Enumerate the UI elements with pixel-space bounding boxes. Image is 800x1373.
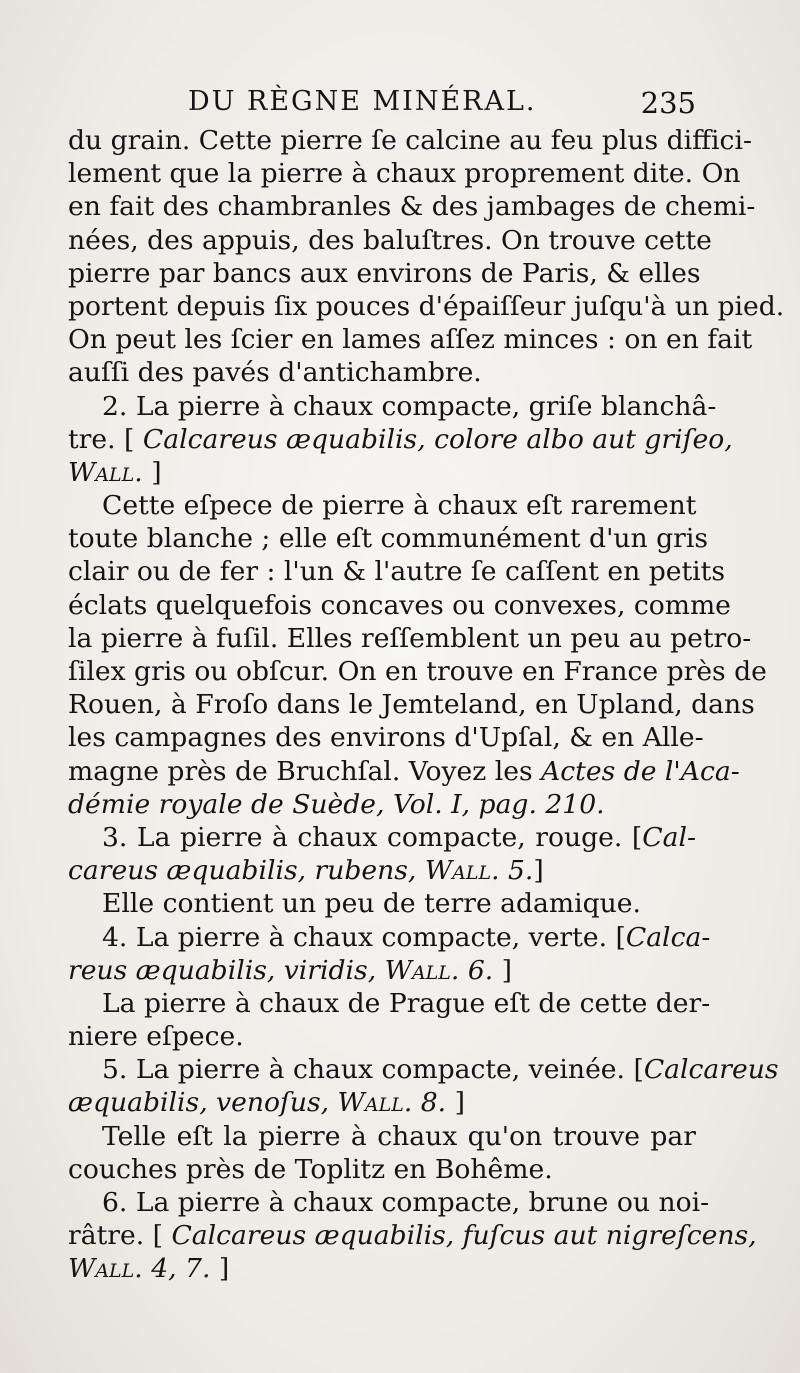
text-segment: les campagnes des environs d'Upſal, & en Alle- bbox=[68, 722, 704, 754]
small-caps-text: Wall. bbox=[384, 954, 460, 986]
italic-text: Calcareus æquabilis, fuſcus aut nigreſcens, bbox=[171, 1220, 757, 1252]
text-line bbox=[68, 522, 708, 555]
text-line bbox=[68, 721, 704, 754]
text-line bbox=[68, 755, 740, 788]
text-line bbox=[68, 921, 711, 954]
text-line bbox=[68, 456, 696, 489]
text-line bbox=[68, 224, 712, 257]
italic-text: careus æquabilis, rubens, bbox=[68, 855, 425, 887]
text-line bbox=[68, 190, 756, 223]
italic-text: Calca- bbox=[625, 921, 711, 953]
text-segment: pierre par bancs aux environs de Paris, & elles bbox=[68, 257, 701, 289]
text-segment: Rouen, à Froſo dans le Jemteland, en Upland, dans bbox=[68, 689, 755, 721]
text-segment: Cette eſpece de pierre à chaux eſt rarement bbox=[102, 490, 697, 522]
italic-text: 6. bbox=[459, 954, 494, 986]
small-caps-text: Wall. bbox=[337, 1087, 413, 1119]
text-line bbox=[68, 655, 767, 688]
text-line bbox=[68, 157, 741, 190]
text-segment: clair ou de fer : l'un & l'autre ſe caſſent en petits bbox=[68, 556, 726, 588]
text-segment: 4. La pierre à chaux compacte, verte. [ bbox=[102, 921, 626, 953]
text-segment: magne près de Bruchſal. Voyez les bbox=[68, 755, 542, 787]
running-title: DU RÈGNE MINÉRAL. bbox=[188, 86, 537, 117]
italic-text: 8. bbox=[412, 1087, 447, 1119]
text-segment: La pierre à chaux de Prague eſt de cette der- bbox=[102, 987, 711, 1019]
text-line bbox=[68, 1020, 696, 1053]
text-line bbox=[68, 257, 701, 290]
text-line bbox=[68, 589, 731, 622]
text-line bbox=[68, 821, 696, 854]
text-line bbox=[68, 788, 696, 821]
text-line bbox=[68, 1219, 757, 1252]
italic-text: Calcareus bbox=[643, 1054, 779, 1086]
text-segment: toute blanche ; elle eſt communément d'un gris bbox=[68, 523, 708, 555]
italic-text: Cal- bbox=[642, 821, 696, 853]
text-segment: ] bbox=[142, 456, 162, 488]
text-line bbox=[68, 987, 711, 1020]
text-segment: du grain. Cette pierre ſe calcine au feu plus diffici- bbox=[68, 125, 752, 156]
text-line bbox=[68, 489, 696, 522]
text-segment: auſſi des pavés d'antichambre. bbox=[68, 357, 482, 389]
text-segment: lement que la pierre à chaux proprement dite. On bbox=[68, 158, 741, 190]
text-segment: éclats quelquefois concaves ou convexes, comme bbox=[68, 589, 731, 621]
text-line bbox=[68, 688, 755, 721]
text-segment: râtre. [ bbox=[68, 1220, 172, 1252]
text-line bbox=[68, 124, 752, 157]
text-line bbox=[68, 1252, 696, 1285]
text-segment: Elle contient un peu de terre adamique. bbox=[102, 888, 641, 920]
text-line bbox=[68, 1120, 696, 1153]
italic-text: 5. bbox=[499, 855, 534, 887]
text-segment: niere eſpece. bbox=[68, 1021, 244, 1053]
text-segment: Telle eſt la pierre à chaux qu'on trouve par bbox=[102, 1120, 696, 1152]
italic-text: Actes de l'Aca- bbox=[541, 755, 740, 787]
text-line bbox=[68, 290, 785, 323]
text-segment: en fait des chambranles & des jambages de chemi- bbox=[68, 191, 756, 223]
text-segment: la pierre à fuſil. Elles reſſemblent un peu au petro- bbox=[68, 622, 752, 654]
italic-text: æquabilis, venoſus, bbox=[68, 1087, 338, 1119]
text-line bbox=[68, 1086, 696, 1119]
text-line bbox=[68, 1053, 779, 1086]
italic-text: démie royale de Suède, Vol. I, pag. 210. bbox=[68, 788, 605, 820]
italic-text: 4, 7. bbox=[142, 1253, 211, 1285]
text-line bbox=[68, 622, 752, 655]
text-line bbox=[68, 423, 733, 456]
body-text bbox=[68, 124, 785, 1286]
small-caps-text: Wall. bbox=[68, 456, 143, 488]
small-caps-text: Wall. bbox=[424, 855, 500, 887]
text-line bbox=[68, 323, 753, 356]
text-segment: nées, des appuis, des baluſtres. On trouve cette bbox=[68, 224, 712, 256]
italic-text: reus æquabilis, viridis, bbox=[68, 954, 385, 986]
text-segment: On peut les ſcier en lames aſſez minces : on en fait bbox=[68, 324, 753, 356]
text-segment: 5. La pierre à chaux compacte, veinée. [ bbox=[102, 1054, 644, 1086]
text-line bbox=[68, 555, 726, 588]
text-segment: 2. La pierre à chaux compacte, griſe blanchâ- bbox=[102, 390, 717, 422]
text-segment: ſilex gris ou obſcur. On en trouve en France près de bbox=[68, 656, 767, 687]
text-segment: ] bbox=[493, 954, 513, 986]
text-segment: ] bbox=[446, 1087, 465, 1119]
text-line bbox=[68, 356, 696, 389]
text-segment: tre. [ bbox=[68, 423, 143, 455]
running-header bbox=[188, 86, 696, 124]
text-segment: ] bbox=[210, 1253, 230, 1285]
page-number: 235 bbox=[640, 86, 696, 120]
text-segment: 6. La pierre à chaux compacte, brune ou noi- bbox=[102, 1187, 710, 1218]
text-segment: portent depuis ſix pouces d'épaiſſeur juſqu'à un pied. bbox=[68, 290, 785, 322]
text-segment: ] bbox=[533, 855, 544, 887]
text-segment: 3. La pierre à chaux compacte, rouge. [ bbox=[102, 821, 643, 853]
text-line bbox=[68, 1186, 710, 1219]
small-caps-text: Wall. bbox=[68, 1253, 143, 1285]
italic-text: Calcareus æquabilis, colore albo aut griſeo, bbox=[142, 423, 733, 455]
text-line bbox=[68, 390, 717, 423]
text-line bbox=[68, 887, 696, 920]
text-line bbox=[68, 954, 696, 987]
text-line bbox=[68, 854, 696, 887]
text-line bbox=[68, 1153, 696, 1186]
text-segment: couches près de Toplitz en Bohême. bbox=[68, 1153, 553, 1185]
